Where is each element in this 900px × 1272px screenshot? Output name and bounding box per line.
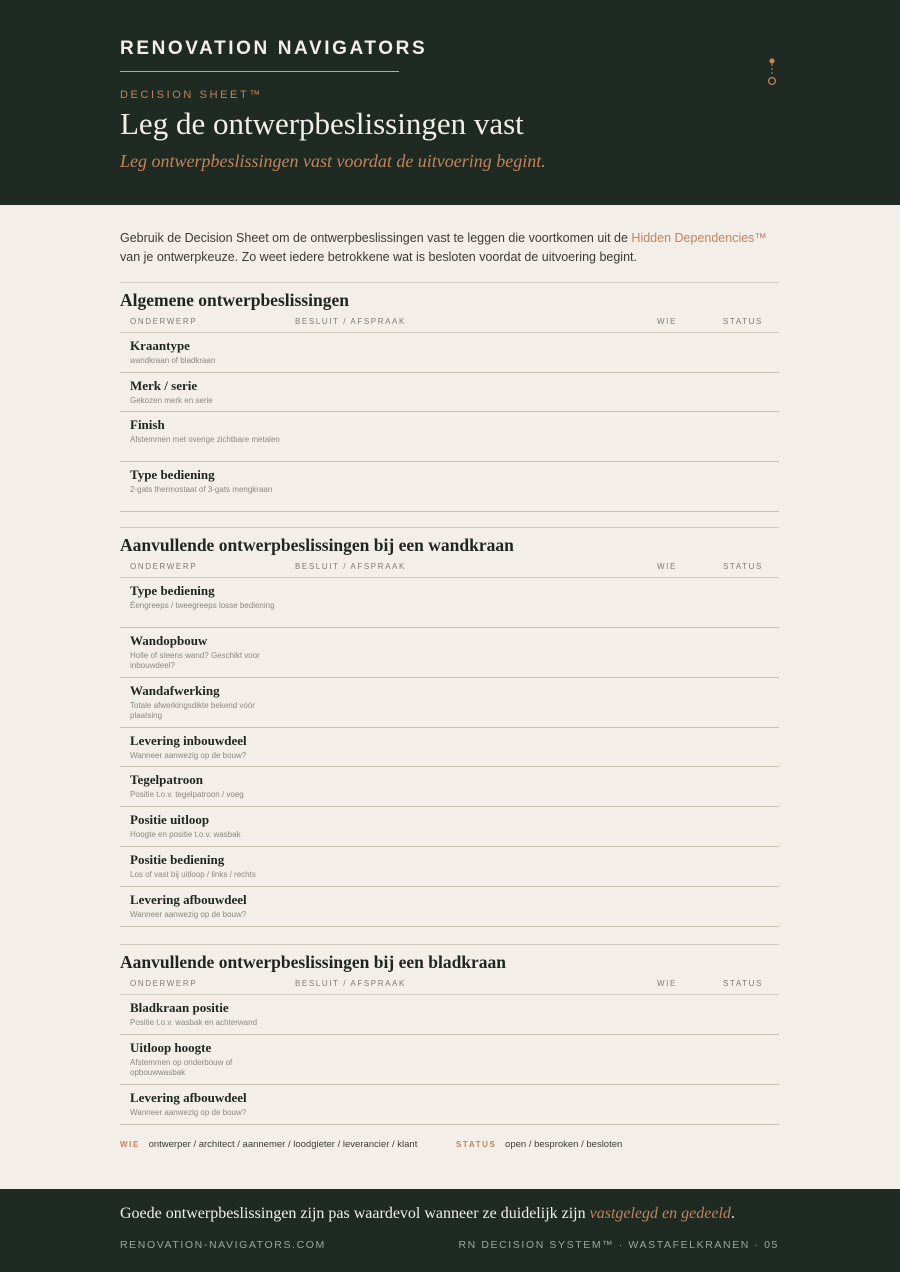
decision-section (120, 282, 779, 512)
row-subject: Levering afbouwdeel (130, 1090, 247, 1105)
intro-after: van je ontwerpkeuze. Zo weet iedere betrokkene wat is besloten voordat de uitvoering begint. (120, 250, 637, 264)
section-divider (120, 527, 779, 528)
row-subject: Positie bediening (130, 852, 225, 867)
quote-before: Goede ontwerpbeslissingen zijn pas waardevol wanneer ze duidelijk zijn (120, 1205, 590, 1222)
header (0, 0, 900, 205)
table-row[interactable] (120, 412, 779, 462)
column-header-status: STATUS (723, 317, 763, 326)
row-description: Hoogte en positie t.o.v. wasbak (130, 830, 241, 839)
row-description: Gekozen merk en serie (130, 396, 213, 405)
table-row[interactable] (120, 728, 779, 767)
row-subject: Tegelpatroon (130, 772, 203, 787)
table-row[interactable] (120, 628, 779, 678)
logo-mark-icon (765, 57, 779, 87)
table-row[interactable] (120, 807, 779, 847)
row-subject: Positie uitloop (130, 812, 210, 827)
section-title: Aanvullende ontwerpbeslissingen bij een wandkraan (120, 535, 514, 555)
column-header-who: WIE (657, 317, 677, 326)
table-row[interactable] (120, 1035, 779, 1085)
row-subject: Levering afbouwdeel (130, 892, 247, 907)
quote-after: . (730, 1205, 735, 1222)
table-row[interactable] (120, 333, 779, 373)
row-description: Positie t.o.v. tegelpatroon / voeg (130, 790, 244, 799)
sheet-label: DECISION SHEET™ (120, 89, 263, 101)
row-description: 2-gats thermostaat of 3-gats mengkraan (130, 485, 273, 494)
hidden-dependencies-link[interactable]: Hidden Dependencies™ (631, 231, 767, 245)
intro-before: Gebruik de Decision Sheet om de ontwerpbeslissingen vast te leggen die voortkomen uit de (120, 231, 632, 245)
row-description: Wanneer aanwezig op de bouw? (130, 1108, 247, 1117)
legend-who-label: WIE (120, 1140, 140, 1149)
brand-underline (120, 71, 399, 72)
footer-website[interactable]: RENOVATION-NAVIGATORS.COM (120, 1239, 326, 1251)
column-header-decision: BESLUIT / AFSPRAAK (295, 317, 406, 326)
column-header-decision: BESLUIT / AFSPRAAK (295, 562, 406, 571)
table-header (120, 974, 779, 995)
column-header-subject: ONDERWERP (130, 979, 198, 988)
column-header-status: STATUS (723, 562, 763, 571)
column-header-who: WIE (657, 562, 677, 571)
page-title: Leg de ontwerpbeslissingen vast (120, 106, 524, 141)
decision-section (120, 527, 779, 927)
row-subject: Uitloop hoogte (130, 1040, 212, 1055)
decision-section (120, 944, 779, 1125)
row-description: Wanneer aanwezig op de bouw? (130, 910, 247, 919)
column-header-subject: ONDERWERP (130, 562, 198, 571)
legend-status-label: STATUS (455, 1140, 497, 1149)
section-divider (120, 944, 779, 945)
row-subject: Wandopbouw (130, 633, 208, 648)
section-divider (120, 282, 779, 283)
column-header-who: WIE (657, 979, 677, 988)
table-row[interactable] (120, 578, 779, 628)
column-header-decision: BESLUIT / AFSPRAAK (295, 979, 406, 988)
row-description: Holle of steens wand? Geschikt voor inbouwdeel? (130, 651, 260, 670)
table-row[interactable] (120, 847, 779, 887)
column-header-status: STATUS (723, 979, 763, 988)
table-row[interactable] (120, 1085, 779, 1125)
page-subtitle: Leg ontwerpbeslissingen vast voordat de uitvoering begint. (120, 151, 546, 171)
row-subject: Levering inbouwdeel (130, 733, 247, 748)
row-subject: Wandafwerking (130, 683, 220, 698)
row-description: Éengreeps / tweegreeps losse bediening (130, 601, 275, 610)
row-subject: Kraantype (130, 338, 190, 353)
footer-quote (120, 1205, 735, 1223)
row-subject: Bladkraan positie (130, 1000, 229, 1015)
intro-text (120, 229, 780, 267)
table-row[interactable] (120, 462, 779, 512)
legend (120, 1139, 780, 1150)
row-subject: Type bediening (130, 583, 215, 598)
section-title: Algemene ontwerpbeslissingen (120, 290, 349, 310)
row-subject: Finish (130, 417, 165, 432)
table-row[interactable] (120, 767, 779, 807)
legend-who-values: ontwerper / architect / aannemer / loodgieter / leverancier / klant (148, 1139, 418, 1150)
column-header-subject: ONDERWERP (130, 317, 198, 326)
row-description: wandkraan of bladkraan (130, 356, 216, 365)
row-description: Los of vast bij uitloop / links / rechts (130, 870, 256, 879)
brand-name: RENOVATION NAVIGATORS (120, 38, 428, 59)
quote-emphasis: vastgelegd en gedeeld (589, 1205, 731, 1222)
table-row[interactable] (120, 678, 779, 728)
table-row[interactable] (120, 887, 779, 927)
row-description: Wanneer aanwezig op de bouw? (130, 751, 247, 760)
row-description: Afstemmen op onderbouw of opbouwwasbak (130, 1058, 233, 1077)
footer-system: RN DECISION SYSTEM™ · WASTAFELKRANEN · 05 (458, 1239, 779, 1251)
table-header (120, 557, 779, 578)
row-subject: Type bediening (130, 467, 215, 482)
footer (0, 1189, 900, 1272)
row-subject: Merk / serie (130, 378, 198, 393)
row-description: Positie t.o.v. wasbak en achterwand (130, 1018, 258, 1027)
section-title: Aanvullende ontwerpbeslissingen bij een bladkraan (120, 952, 507, 972)
table-header (120, 312, 779, 333)
row-description: Totale afwerkingsdikte bekend vóór plaatsing (130, 701, 255, 720)
table-row[interactable] (120, 373, 779, 412)
legend-status-values: open / besproken / besloten (505, 1139, 623, 1150)
row-description: Afstemmen met overige zichtbare metalen (130, 435, 280, 444)
table-row[interactable] (120, 995, 779, 1035)
